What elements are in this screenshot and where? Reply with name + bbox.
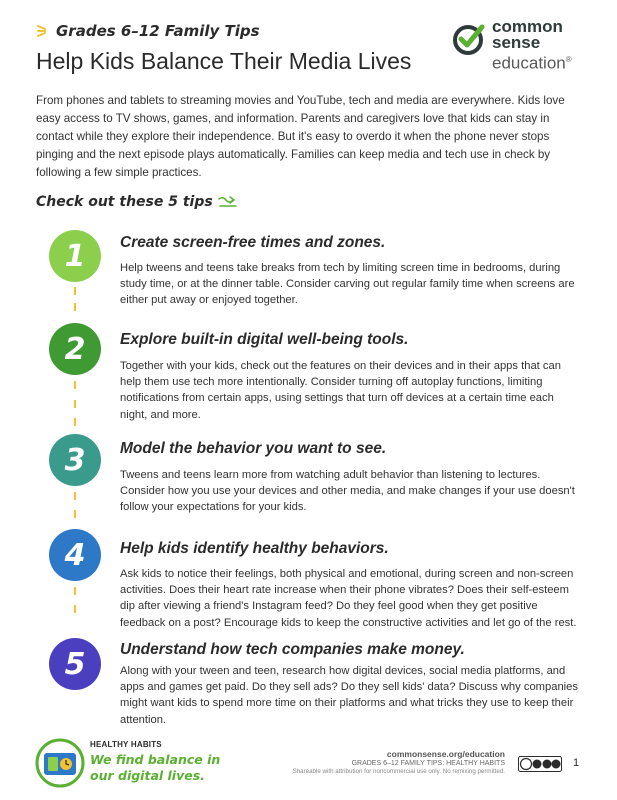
tip-number-2: 2: [49, 323, 101, 375]
footer-license: Shareable with attribution for noncommercial use only. No remixing permitted.: [292, 768, 505, 775]
connector-dash: [74, 287, 76, 295]
footer-slogan: [90, 752, 220, 784]
connector-dash: [74, 510, 76, 518]
tip-title-4: Help kids identify healthy behaviors.: [120, 540, 389, 557]
connector-dash: [74, 381, 76, 389]
checkmark-circle-icon: [452, 22, 486, 56]
tip-body-1: Help tweens and teens take breaks from tech by limiting screen time in bedrooms, during study time, or at the dinner table. Consider carving out regular family time when screens are either put away or enjoyed together.: [120, 262, 575, 307]
footer-series: GRADES 6–12 FAMILY TIPS: HEALTHY HABITS: [351, 760, 505, 767]
tip-title-5: Understand how tech companies make money.: [120, 641, 465, 658]
tip-body-2: Together with your kids, check out the features on their devices and in their apps that can help them use tech more intentionally. Consider turning off autoplay functions, limiting notifications from certain apps, using settings that turn off devices at a certain time each night, and more.: [120, 360, 561, 421]
connector-dash: [74, 605, 76, 613]
brand-logo: [452, 18, 592, 78]
tip-number-1: 1: [49, 230, 101, 282]
tip-number-5: 5: [49, 638, 101, 690]
connector-dash: [74, 400, 76, 408]
logo-text-sense: sense: [492, 33, 541, 52]
footer-url-link[interactable]: commonsense.org/education: [386, 749, 505, 759]
page-title: Help Kids Balance Their Media Lives: [36, 48, 412, 74]
connector-dash: [74, 587, 76, 595]
connector-dash: [74, 492, 76, 500]
tips-heading-text: Check out these 5 tips: [36, 194, 213, 210]
tip-title-3: Model the behavior you want to see.: [120, 440, 387, 457]
eyebrow-text: Grades 6–12 Family Tips: [56, 22, 260, 40]
spark-icon: [36, 23, 52, 39]
healthy-habits-badge-icon: [35, 738, 85, 788]
tip-body-5: Along with your tween and teen, research how digital devices, social media platforms, and apps and games get paid. Do they sell ads? Do they sell kids' data? Discuss why companies might want kids to spend more time on their platforms and what tricks they use to keep their attention.: [120, 665, 578, 726]
tip-body-4: Ask kids to notice their feelings, both physical and emotional, during screen and non-screen activities. Does their heart rate increase when their phone vibrates? Does their self-esteem dip after viewing a friend's Instagram feed? Do they feel good when they get positive feedback on a post? Encourage kids to keep the constructive activities and let go of the rest.: [120, 568, 577, 629]
logo-text-education: education®: [492, 53, 572, 73]
footer-badge-label: HEALTHY HABITS: [90, 740, 162, 749]
intro-paragraph: From phones and tablets to streaming movies and YouTube, tech and media are everywhere. Kids love easy access to TV shows, games, and information. Parents and caregivers love that kids can stay in contact while they explore their independence. But it's easy to overdo it when the phone never stops pinging and the next episode plays automatically. Families can keep media and tech use in check by following a few simple practices.: [36, 94, 565, 179]
footer-meta: [293, 749, 505, 775]
connector-dash: [74, 418, 76, 426]
tip-title-1: Create screen-free times and zones.: [120, 234, 386, 251]
footer-slogan-line2: our digital lives.: [90, 768, 205, 783]
footer-slogan-line1: We find balance in: [90, 752, 221, 767]
squiggle-arrow-icon: [217, 195, 239, 209]
tip-number-3: 3: [49, 434, 101, 486]
tips-heading: [36, 194, 239, 210]
eyebrow: [36, 22, 260, 40]
connector-dash: [74, 303, 76, 311]
tip-body-3: Tweens and teens learn more from watching adult behavior than listening to lectures. Consider how you use your devices and other media, and make changes if your use doesn't follow your expectations for your kids.: [120, 469, 575, 514]
logo-text-common: common: [492, 17, 563, 36]
tip-title-2: Explore built-in digital well-being tools.: [120, 331, 409, 348]
creative-commons-badge-icon: [518, 756, 562, 772]
tip-number-4: 4: [49, 529, 101, 581]
page-number: 1: [573, 757, 580, 769]
